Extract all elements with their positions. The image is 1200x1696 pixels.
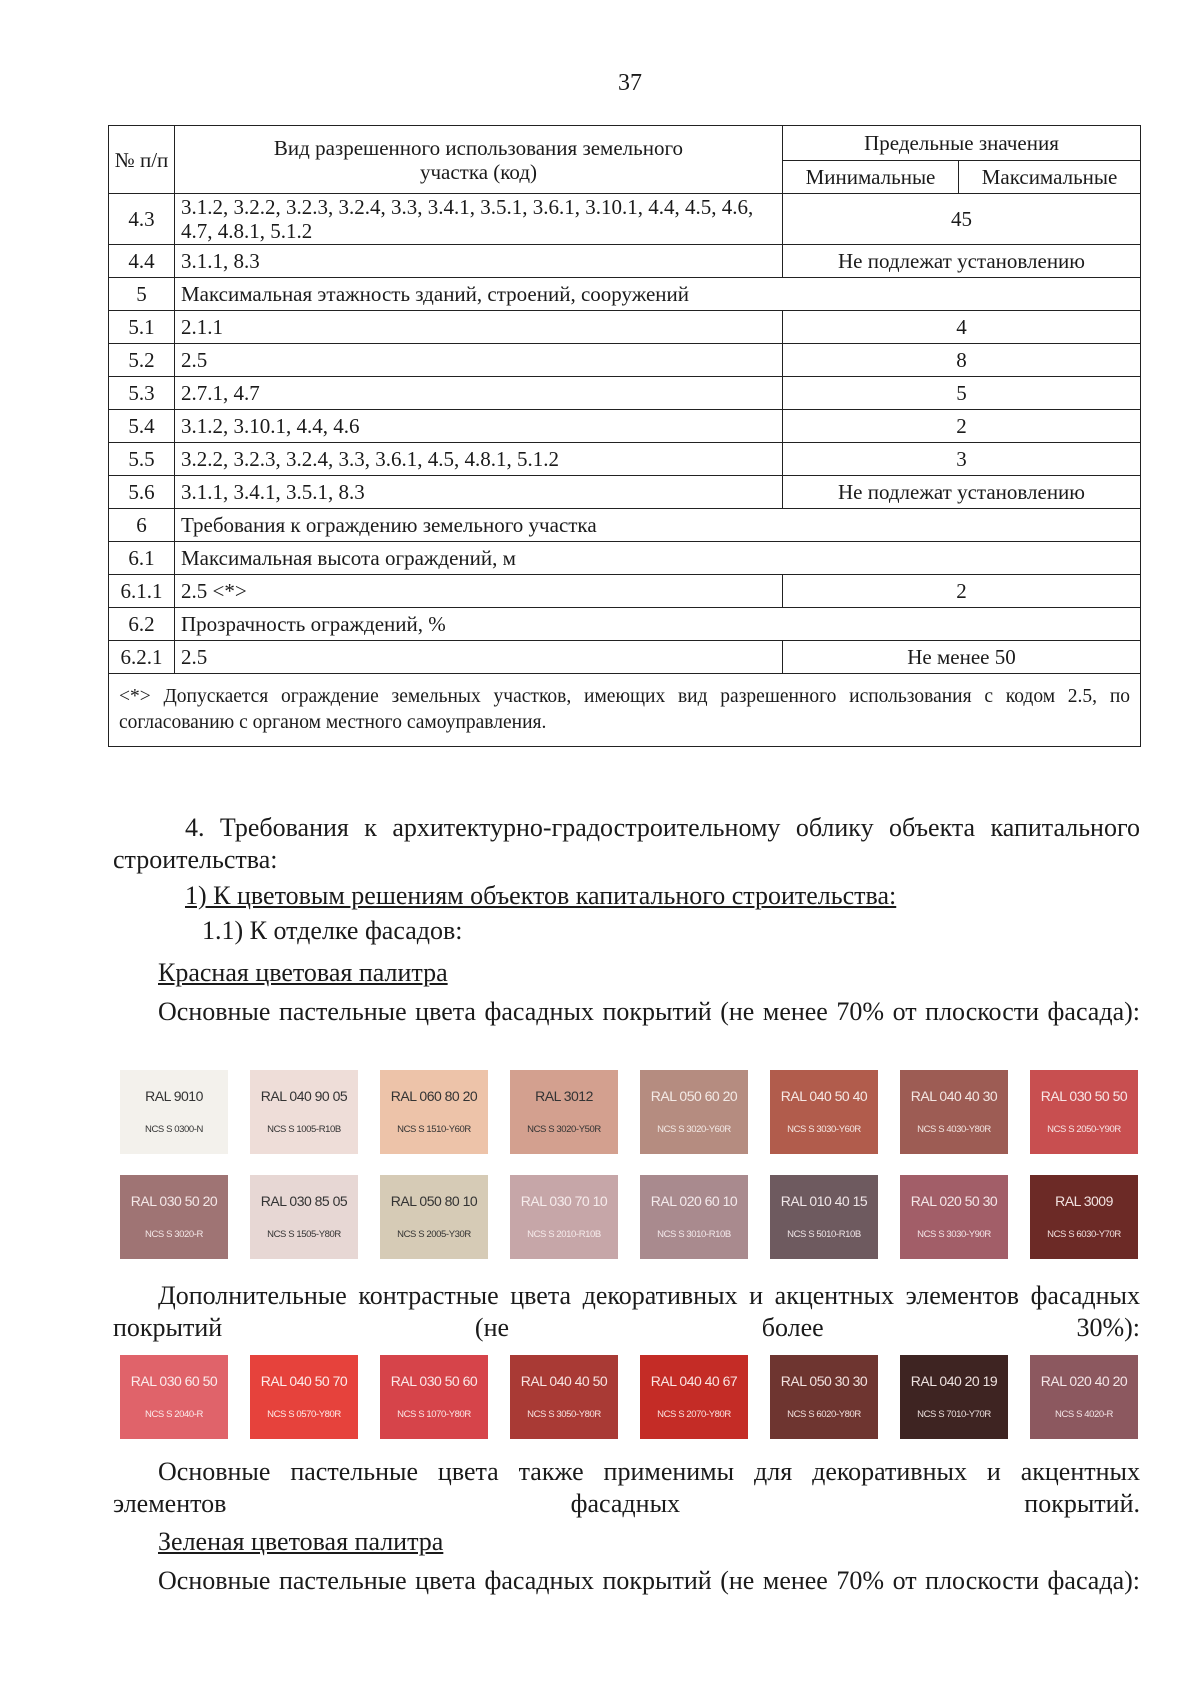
swatch-name: RAL 050 30 30: [780, 1373, 868, 1389]
swatch-code: NCS S 4020-R: [1054, 1409, 1114, 1420]
row-type: 3.1.1, 3.4.1, 3.5.1, 8.3: [175, 476, 783, 509]
row-value: Не менее 50: [783, 641, 1141, 674]
row-type: 2.5: [175, 344, 783, 377]
row-value: 4: [783, 311, 1141, 344]
norms-table: [108, 125, 1141, 747]
swatch-name: RAL 010 40 15: [780, 1193, 868, 1209]
row-number: 5.5: [109, 443, 175, 476]
row-value: Не подлежат установлению: [783, 245, 1141, 278]
table-footnote: <*> Допускается ограждение земельных участков, имеющих вид разрешенного использования с кодом 2.5, по согласованию с органом местного самоуправления.: [109, 674, 1141, 747]
row-section-title: Максимальная высота ограждений, м: [175, 542, 1141, 575]
color-swatch: [510, 1175, 618, 1259]
swatch-name: RAL 030 50 60: [390, 1373, 478, 1389]
swatch-code: NCS S 0570-Y80R: [267, 1409, 341, 1420]
swatch-code: NCS S 6020-Y80R: [787, 1409, 861, 1420]
swatch-name: RAL 040 50 40: [780, 1088, 868, 1104]
table-row: [109, 608, 1141, 641]
swatch-name: RAL 030 50 50: [1040, 1088, 1128, 1104]
row-number: 5.3: [109, 377, 175, 410]
row-number: 5: [109, 278, 175, 311]
main-colors-paragraph-2: [113, 1565, 1140, 1597]
header-type: Вид разрешенного использования земельного участка (код): [175, 126, 783, 194]
color-swatch: [380, 1175, 488, 1259]
swatch-name: RAL 040 40 30: [910, 1088, 998, 1104]
table-row: [109, 476, 1141, 509]
swatch-name: RAL 050 60 20: [650, 1088, 738, 1104]
swatch-code: NCS S 3030-Y60R: [787, 1124, 861, 1135]
swatch-code: NCS S 3010-R10B: [657, 1229, 731, 1240]
color-swatch: [900, 1175, 1008, 1259]
header-max: Максимальные: [959, 161, 1141, 194]
row-value: 2: [783, 575, 1141, 608]
swatch-name: RAL 030 50 20: [130, 1193, 218, 1209]
accent-palette-row: [120, 1355, 1140, 1439]
main-palette-row-2: [120, 1175, 1140, 1259]
swatch-name: RAL 040 40 50: [520, 1373, 608, 1389]
color-swatch: [1030, 1175, 1138, 1259]
color-swatch: [120, 1070, 228, 1154]
row-number: 5.6: [109, 476, 175, 509]
color-swatch: [900, 1070, 1008, 1154]
swatch-name: RAL 060 80 20: [390, 1088, 478, 1104]
row-value: Не подлежат установлению: [783, 476, 1141, 509]
row-type: 2.7.1, 4.7: [175, 377, 783, 410]
section-heading-text: 4. Требования к архитектурно-градостроительному облику объекта капитального строительства:: [113, 813, 1140, 874]
table-row: [109, 410, 1141, 443]
color-swatch: [640, 1070, 748, 1154]
page-number: 37: [618, 70, 642, 96]
item-1-1: 1.1) К отделке фасадов:: [202, 916, 463, 945]
table-footnote-row: [109, 674, 1141, 747]
swatch-name: RAL 020 40 20: [1040, 1373, 1128, 1389]
main-colors-text: Основные пастельные цвета фасадных покрытий (не менее 70% от плоскости фасада):: [158, 997, 1140, 1026]
table-row: [109, 575, 1141, 608]
row-type: 3.1.1, 8.3: [175, 245, 783, 278]
swatch-code: NCS S 7010-Y70R: [917, 1409, 991, 1420]
row-section-title: Максимальная этажность зданий, строений, сооружений: [175, 278, 1141, 311]
swatch-code: NCS S 0300-N: [144, 1124, 204, 1135]
main-colors-paragraph: [113, 996, 1140, 1028]
swatch-code: NCS S 2040-R: [144, 1409, 204, 1420]
swatch-code: NCS S 1505-Y80R: [267, 1229, 341, 1240]
swatch-name: RAL 030 70 10: [520, 1193, 608, 1209]
row-value: 5: [783, 377, 1141, 410]
row-number: 5.2: [109, 344, 175, 377]
row-type: 2.1.1: [175, 311, 783, 344]
swatch-name: RAL 020 50 30: [910, 1193, 998, 1209]
main-colors-text-2: Основные пастельные цвета фасадных покрытий (не менее 70% от плоскости фасада):: [158, 1566, 1140, 1595]
swatch-code: NCS S 5010-R10B: [787, 1229, 861, 1240]
swatch-code: NCS S 3020-Y60R: [657, 1124, 731, 1135]
color-swatch: [250, 1355, 358, 1439]
swatch-name: RAL 050 80 10: [390, 1193, 478, 1209]
item-1: [185, 880, 896, 912]
header-min: Минимальные: [783, 161, 959, 194]
color-swatch: [900, 1355, 1008, 1439]
row-section-title: Прозрачность ограждений, %: [175, 608, 1141, 641]
color-swatch: [250, 1175, 358, 1259]
row-number: 5.4: [109, 410, 175, 443]
applicable-paragraph: [113, 1456, 1140, 1520]
row-number: 6.2.1: [109, 641, 175, 674]
color-swatch: [120, 1175, 228, 1259]
row-type: 3.1.2, 3.2.2, 3.2.3, 3.2.4, 3.3, 3.4.1, 3.5.1, 3.6.1, 3.10.1, 4.4, 4.5, 4.6, 4.7, 4.8.1, 5.1.2: [175, 194, 783, 245]
swatch-code: NCS S 1070-Y80R: [397, 1409, 471, 1420]
table-row: [109, 509, 1141, 542]
table-row: [109, 443, 1141, 476]
swatch-name: RAL 020 60 10: [650, 1193, 738, 1209]
green-palette-title: Зеленая цветовая палитра: [158, 1527, 444, 1556]
color-swatch: [510, 1355, 618, 1439]
color-swatch: [510, 1070, 618, 1154]
swatch-code: NCS S 3020-Y50R: [527, 1124, 601, 1135]
row-value: 2: [783, 410, 1141, 443]
table-row: [109, 194, 1141, 245]
header-num: № п/п: [109, 126, 175, 194]
swatch-name: RAL 040 90 05: [260, 1088, 348, 1104]
color-swatch: [1030, 1070, 1138, 1154]
color-swatch: [380, 1070, 488, 1154]
swatch-code: NCS S 1510-Y60R: [397, 1124, 471, 1135]
swatch-name: RAL 9010: [145, 1088, 203, 1104]
row-number: 4.3: [109, 194, 175, 245]
color-swatch: [770, 1175, 878, 1259]
color-swatch: [380, 1355, 488, 1439]
table-row: [109, 278, 1141, 311]
swatch-name: RAL 3012: [535, 1088, 593, 1104]
swatch-code: NCS S 2005-Y30R: [397, 1229, 471, 1240]
table-row: [109, 311, 1141, 344]
swatch-code: NCS S 2070-Y80R: [657, 1409, 731, 1420]
additional-colors-text: Дополнительные контрастные цвета декоративных и акцентных элементов фасадных покрытий (не более 30%):: [113, 1281, 1140, 1342]
row-type: 3.2.2, 3.2.3, 3.2.4, 3.3, 3.6.1, 4.5, 4.8.1, 5.1.2: [175, 443, 783, 476]
swatch-name: RAL 040 50 70: [260, 1373, 348, 1389]
row-number: 5.1: [109, 311, 175, 344]
table-row: [109, 641, 1141, 674]
row-number: 6.1.1: [109, 575, 175, 608]
color-swatch: [640, 1355, 748, 1439]
swatch-name: RAL 030 60 50: [130, 1373, 218, 1389]
swatch-code: NCS S 3020-R: [144, 1229, 204, 1240]
row-number: 4.4: [109, 245, 175, 278]
swatch-name: RAL 030 85 05: [260, 1193, 348, 1209]
table-row: [109, 344, 1141, 377]
main-palette-row-1: [120, 1070, 1140, 1154]
row-type: 3.1.2, 3.10.1, 4.4, 4.6: [175, 410, 783, 443]
swatch-code: NCS S 3050-Y80R: [527, 1409, 601, 1420]
row-number: 6.1: [109, 542, 175, 575]
color-swatch: [640, 1175, 748, 1259]
row-value: 45: [783, 194, 1141, 245]
applicable-text: Основные пастельные цвета также применимы для декоративных и акцентных элементов фасадных покрытий.: [113, 1457, 1140, 1518]
row-type: 2.5: [175, 641, 783, 674]
color-swatch: [770, 1355, 878, 1439]
additional-colors-paragraph: [113, 1280, 1140, 1344]
color-swatch: [250, 1070, 358, 1154]
color-swatch: [770, 1070, 878, 1154]
table-row: [109, 542, 1141, 575]
row-type: 2.5 <*>: [175, 575, 783, 608]
swatch-code: NCS S 3030-Y90R: [917, 1229, 991, 1240]
row-value: 8: [783, 344, 1141, 377]
swatch-code: NCS S 1005-R10B: [267, 1124, 341, 1135]
color-swatch: [120, 1355, 228, 1439]
swatch-code: NCS S 2050-Y90R: [1047, 1124, 1121, 1135]
section-heading: [113, 812, 1140, 876]
table-row: [109, 245, 1141, 278]
table-row: [109, 377, 1141, 410]
item-1-text: 1) К цветовым решениям объектов капитального строительства:: [185, 881, 897, 910]
row-number: 6: [109, 509, 175, 542]
row-number: 6.2: [109, 608, 175, 641]
red-palette-title: Красная цветовая палитра: [158, 958, 448, 987]
row-section-title: Требования к ограждению земельного участка: [175, 509, 1141, 542]
swatch-name: RAL 3009: [1055, 1193, 1113, 1209]
swatch-name: RAL 040 20 19: [910, 1373, 998, 1389]
swatch-code: NCS S 2010-R10B: [527, 1229, 601, 1240]
row-value: 3: [783, 443, 1141, 476]
color-swatch: [1030, 1355, 1138, 1439]
swatch-code: NCS S 6030-Y70R: [1047, 1229, 1121, 1240]
swatch-code: NCS S 4030-Y80R: [917, 1124, 991, 1135]
swatch-name: RAL 040 40 67: [650, 1373, 738, 1389]
header-limits: Предельные значения: [783, 126, 1141, 161]
